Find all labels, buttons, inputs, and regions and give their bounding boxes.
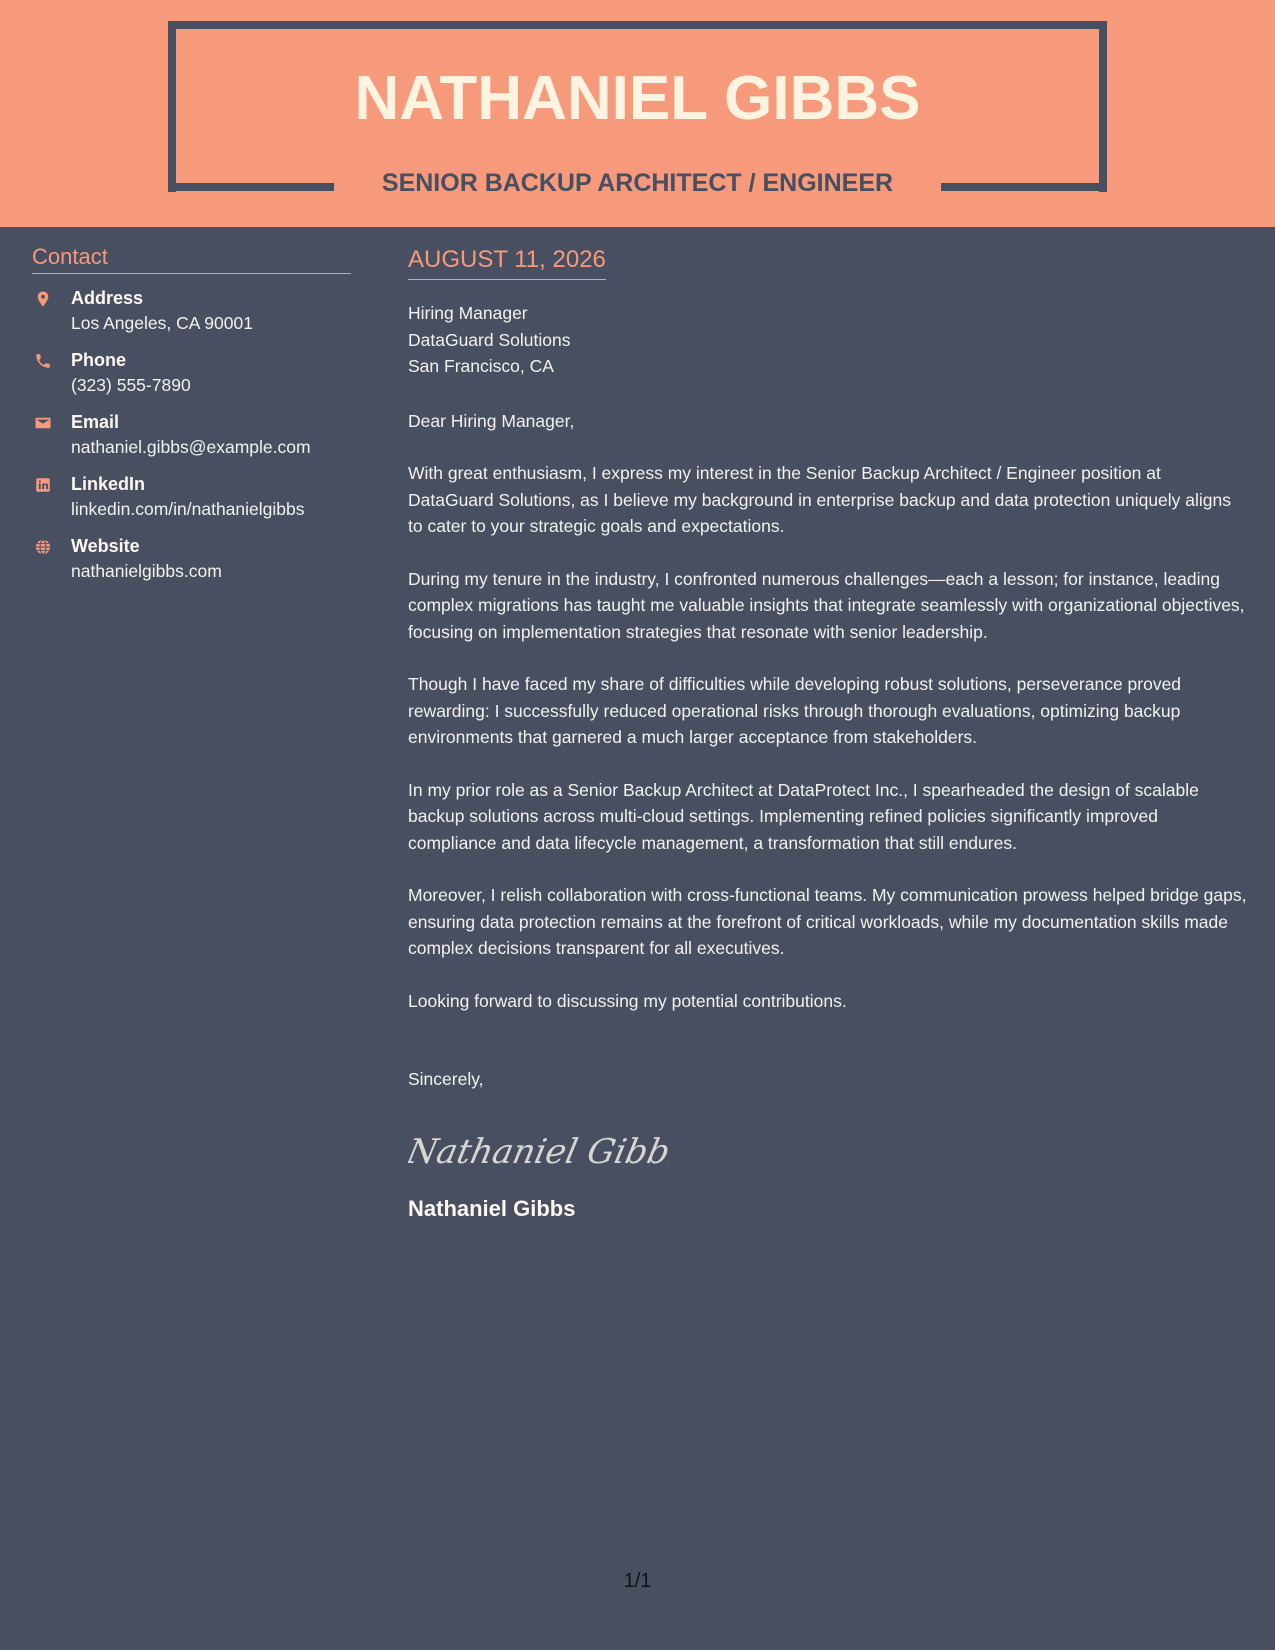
letter-paragraph: Moreover, I relish collaboration with cross-functional teams. My communication prowess helped bridge gaps, ensuring data protection remains at the forefront of critical workloads, while my documentation skills made complex decisions transparent for all executives.	[408, 885, 1247, 958]
salutation: Dear Hiring Manager,	[408, 410, 575, 431]
signed-name: Nathaniel Gibbs	[408, 1195, 576, 1221]
signature	[408, 1121, 1248, 1181]
letter-date: AUGUST 11, 2026	[408, 245, 606, 280]
contact-value: (323) 555-7890	[71, 375, 191, 395]
contact-label: Address	[71, 288, 144, 308]
contact-label: Phone	[71, 350, 127, 370]
contact-value: nathanielgibbs.com	[71, 561, 222, 581]
letter-body	[408, 245, 1248, 1223]
contact-value: linkedin.com/in/nathanielgibbs	[71, 499, 305, 519]
job-title: SENIOR BACKUP ARCHITECT / ENGINEER	[381, 169, 894, 197]
recipient-line: San Francisco, CA	[408, 356, 554, 376]
phone-icon	[34, 352, 52, 370]
globe-icon	[34, 538, 52, 556]
contact-item-website	[32, 534, 351, 584]
map-pin-icon	[34, 290, 52, 308]
letter-paragraph: Though I have faced my share of difficulties while developing robust solutions, perseverance proved rewarding: I successfully reduced operational risks through thorough evaluations, optimizing backup environments that garnered a much larger acceptance from stakeholders.	[408, 674, 1182, 747]
envelope-icon	[34, 414, 52, 432]
contact-sidebar	[32, 243, 351, 584]
contact-value: Los Angeles, CA 90001	[71, 313, 253, 333]
contact-item-address	[32, 286, 351, 336]
closing: Sincerely,	[408, 1069, 484, 1089]
contact-label: Email	[71, 412, 120, 432]
recipient-line: Hiring Manager	[408, 303, 528, 323]
contact-item-phone	[32, 348, 351, 398]
contact-item-email	[32, 410, 351, 460]
signature-image	[408, 1121, 668, 1181]
letter-paragraph: With great enthusiasm, I express my interest in the Senior Backup Architect / Engineer position at DataGuard Solutions, as I believe my background in enterprise backup and data protection uniquely aligns to cater to your strategic goals and expectations.	[408, 463, 1232, 536]
contact-heading: Contact	[32, 243, 351, 274]
contact-label: LinkedIn	[71, 474, 146, 494]
contact-label: Website	[71, 536, 140, 556]
letter-paragraph: Looking forward to discussing my potential contributions.	[408, 990, 847, 1011]
header-banner	[0, 0, 1275, 227]
letter-paragraph: During my tenure in the industry, I confronted numerous challenges—each a lesson; for instance, leading complex migrations has taught me valuable insights that integrate seamlessly with organizational objectives, focusing on implementation strategies that resonate with senior leadership.	[408, 568, 1245, 642]
contact-item-linkedin	[32, 472, 351, 522]
recipient-line: DataGuard Solutions	[408, 329, 571, 350]
letter-paragraph: In my prior role as a Senior Backup Architect at DataProtect Inc., I spearheaded the design of scalable backup solutions across multi-cloud settings. Implementing refined policies significantly improved compliance and data lifecycle management, a transformation that still endures.	[408, 779, 1199, 853]
page-number: 1/1	[623, 1570, 652, 1592]
recipient-block	[408, 300, 1248, 380]
contact-value: nathaniel.gibbs@example.com	[71, 437, 311, 457]
applicant-name: NATHANIEL GIBBS	[354, 64, 921, 133]
signature-text: Nathaniel Gibbs	[408, 1131, 668, 1172]
linkedin-icon	[34, 476, 52, 494]
